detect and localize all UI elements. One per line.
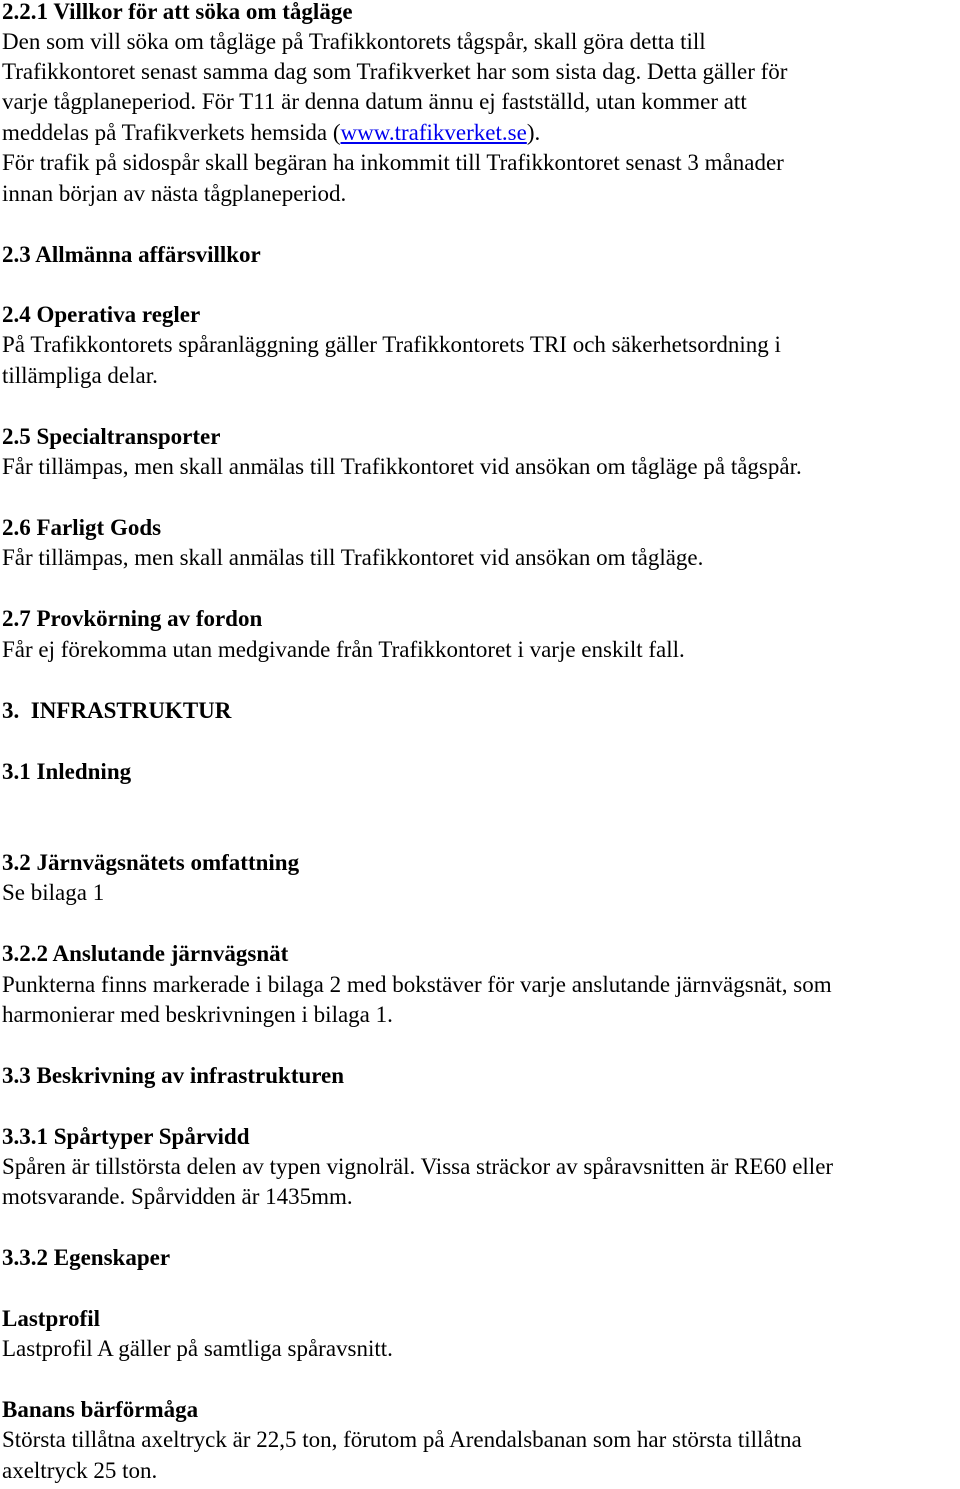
paragraph-line: tillämpliga delar. [2, 363, 158, 388]
paragraph-line: innan början av nästa tågplaneperiod. [2, 181, 347, 206]
section-heading-2-6: 2.6 Farligt Gods [2, 515, 162, 540]
paragraph-text: meddelas på Trafikverkets hemsida ( [2, 120, 341, 145]
paragraph-line: Spåren är tillstörsta delen av typen vignolräl. Vissa sträckor av spåravsnitten är RE60 eller [2, 1154, 834, 1179]
paragraph-line: varje tågplaneperiod. För T11 är denna datum ännu ej fastställd, utan kommer att [2, 89, 747, 114]
paragraph-line: På Trafikkontorets spåranläggning gäller Trafikkontorets TRI och säkerhetsordning i [2, 332, 781, 357]
section-heading-3-1: 3.1 Inledning [2, 759, 132, 784]
paragraph-line: Får ej förekomma utan medgivande från Trafikkontoret i varje enskilt fall. [2, 637, 685, 662]
paragraph-line: Får tillämpas, men skall anmälas till Trafikkontoret vid ansökan om tågläge. [2, 545, 704, 570]
section-heading-2-4: 2.4 Operativa regler [2, 302, 201, 327]
section-heading-2-5: 2.5 Specialtransporter [2, 424, 221, 449]
paragraph-line: Trafikkontoret senast samma dag som Trafikverket har som sista dag. Detta gäller för [2, 59, 788, 84]
section-heading-3-2-2: 3.2.2 Anslutande järnvägsnät [2, 941, 289, 966]
section-heading-3-3: 3.3 Beskrivning av infrastrukturen [2, 1063, 345, 1088]
section-heading-3-2: 3.2 Järnvägsnätets omfattning [2, 850, 300, 875]
paragraph-text: ). [526, 120, 541, 145]
chapter-heading-3: 3. INFRASTRUKTUR [2, 698, 232, 723]
paragraph-line: Största tillåtna axeltryck är 22,5 ton, förutom på Arendalsbanan som har största tillåtna [2, 1427, 802, 1452]
trafikverket-link[interactable]: www.trafikverket.se [340, 120, 527, 145]
paragraph-line: För trafik på sidospår skall begäran ha inkommit till Trafikkontoret senast 3 månader [2, 150, 784, 175]
paragraph-line: Den som vill söka om tågläge på Trafikkontorets tågspår, skall göra detta till [2, 29, 706, 54]
paragraph-line: Punkterna finns markerade i bilaga 2 med bokstäver för varje anslutande järnvägsnät, som [2, 972, 832, 997]
section-heading-2-3: 2.3 Allmänna affärsvillkor [2, 242, 261, 267]
subheading-barformaga: Banans bärförmåga [2, 1397, 199, 1422]
paragraph-line: axeltryck 25 ton. [2, 1458, 158, 1483]
paragraph-line: Lastprofil A gäller på samtliga spåravsnitt. [2, 1336, 393, 1361]
paragraph-line: Får tillämpas, men skall anmälas till Trafikkontoret vid ansökan om tågläge på tågspår. [2, 454, 802, 479]
paragraph-line-with-link [2, 118, 540, 148]
paragraph-line: motsvarande. Spårvidden är 1435mm. [2, 1184, 353, 1209]
section-heading-2-7: 2.7 Provkörning av fordon [2, 606, 263, 631]
paragraph-line: harmonierar med beskrivningen i bilaga 1. [2, 1002, 393, 1027]
section-heading-2-2-1: 2.2.1 Villkor för att söka om tågläge [2, 0, 353, 24]
section-heading-3-3-1: 3.3.1 Spårtyper Spårvidd [2, 1124, 250, 1149]
section-heading-3-3-2: 3.3.2 Egenskaper [2, 1245, 171, 1270]
paragraph-line: Se bilaga 1 [2, 880, 105, 905]
subheading-lastprofil: Lastprofil [2, 1306, 100, 1331]
